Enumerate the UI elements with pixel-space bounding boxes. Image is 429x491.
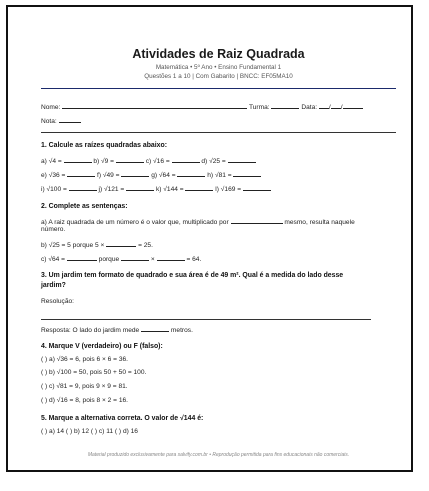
- q1-item-j: j) √121 =: [98, 186, 125, 193]
- worksheet-page: [6, 5, 413, 472]
- q2-item-c: [41, 254, 201, 263]
- q2-c-blank-1[interactable]: [67, 254, 97, 261]
- q1-blank-a[interactable]: [64, 156, 92, 163]
- info-divider: [41, 132, 396, 133]
- q1-item-d: d) √25 =: [201, 158, 226, 165]
- q2-item-a-cont: número.: [41, 226, 66, 233]
- q1-item-e: e) √36 =: [41, 172, 66, 179]
- q1-item-c: c) √16 =: [145, 158, 170, 165]
- q2-c-blank-2[interactable]: [121, 254, 149, 261]
- page-subtitle: Matemática • 5º Ano • Ensino Fundamental 1: [155, 64, 282, 71]
- date-slash-1: /: [328, 104, 331, 111]
- grade-blank[interactable]: [59, 116, 81, 123]
- q1-blank-b[interactable]: [116, 156, 144, 163]
- q1-row-2: [41, 170, 261, 179]
- q1-row-1: [41, 156, 256, 165]
- student-info-row: [41, 102, 363, 111]
- q1-blank-i[interactable]: [69, 184, 97, 191]
- q1-blank-l[interactable]: [243, 184, 271, 191]
- q1-item-l: l) √169 =: [215, 186, 242, 193]
- q1-item-f: f) √49 =: [97, 172, 120, 179]
- date-day-blank[interactable]: [319, 102, 329, 109]
- name-blank[interactable]: [62, 102, 247, 109]
- q2-item-a: [41, 217, 355, 226]
- grade-label: Nota:: [41, 118, 57, 125]
- q1-item-h: h) √81 =: [207, 172, 232, 179]
- q1-item-i: i) √100 =: [41, 186, 67, 193]
- q1-blank-g[interactable]: [177, 170, 205, 177]
- class-label: Turma:: [248, 104, 270, 111]
- date-slash-2: /: [340, 104, 343, 111]
- q2-c-text-1: c) √64 =: [41, 256, 65, 263]
- q3-answer-text-1: Resposta: O lado do jardim mede: [41, 327, 140, 334]
- q2-b-text-2: = 25.: [138, 242, 153, 249]
- q3-title-line-1: 3. Um jardim tem formato de quadrado e sua área é de 49 m². Qual é a medida do lado desse: [41, 272, 344, 279]
- header-divider: [41, 88, 396, 89]
- q1-blank-f[interactable]: [121, 170, 149, 177]
- date-label: Data:: [301, 104, 318, 111]
- q1-blank-k[interactable]: [185, 184, 213, 191]
- q3-resolution-label: Resolução:: [41, 298, 74, 305]
- q4-item-a[interactable]: ( ) a) √36 = 6, pois 6 × 6 = 36.: [41, 356, 129, 363]
- q4-item-d[interactable]: ( ) d) √16 = 8, pois 8 × 2 = 16.: [41, 397, 129, 404]
- q4-item-c[interactable]: ( ) c) √81 = 9, pois 9 × 9 = 81.: [41, 383, 128, 390]
- q4-title: 4. Marque V (verdadeiro) ou F (falso):: [41, 343, 163, 350]
- q1-item-g: g) √64 =: [151, 172, 176, 179]
- q5-title: 5. Marque a alternativa correta. O valor de √144 é:: [41, 415, 204, 422]
- q3-answer-blank[interactable]: [141, 325, 169, 332]
- name-label: Nome:: [41, 104, 61, 111]
- date-year-blank[interactable]: [340, 102, 363, 111]
- page-meta: Questões 1 a 10 | Com Gabarito | BNCC: EF05MA10: [144, 73, 293, 80]
- q2-c-blank-3[interactable]: [157, 254, 185, 261]
- q1-blank-c[interactable]: [172, 156, 200, 163]
- date-month-blank[interactable]: [328, 102, 341, 111]
- q3-answer-text-2: metros.: [170, 327, 193, 334]
- q2-c-text-4: = 64.: [186, 256, 202, 263]
- q2-a-text-1: a) A raiz quadrada de um número é o valor que, multiplicado por: [41, 219, 229, 226]
- grade-row: [41, 116, 81, 125]
- q1-blank-e[interactable]: [67, 170, 95, 177]
- q1-item-b: b) √9 =: [93, 158, 115, 165]
- q1-row-3: [41, 184, 271, 193]
- q3-title-line-2: jardim?: [41, 282, 66, 289]
- q4-item-b[interactable]: ( ) b) √100 = 50, pois 50 + 50 = 100.: [41, 369, 147, 376]
- q1-item-a: a) √4 =: [41, 158, 62, 165]
- q1-blank-j[interactable]: [126, 184, 154, 191]
- q2-c-text-3: ×: [150, 256, 155, 263]
- page-footer: Material produzido exclusivamente para salvify.com.br • Reprodução permitida para fins educacionais não comerciais.: [87, 452, 350, 458]
- q2-a-text-2: mesmo, resulta naquele: [284, 219, 355, 226]
- q3-answer: [41, 325, 193, 334]
- q2-b-blank[interactable]: [106, 240, 136, 247]
- q1-blank-h[interactable]: [233, 170, 261, 177]
- q2-title: 2. Complete as sentenças:: [41, 203, 128, 210]
- q1-item-k: k) √144 =: [155, 186, 184, 193]
- q2-b-text-1: b) √25 = 5 porque 5 ×: [41, 242, 105, 249]
- q2-item-b: [41, 240, 153, 249]
- q5-options[interactable]: ( ) a) 14 ( ) b) 12 ( ) c) 11 ( ) d) 16: [41, 428, 138, 435]
- class-blank[interactable]: [271, 102, 299, 109]
- q3-resolution-line[interactable]: [41, 319, 371, 320]
- q1-title: 1. Calcule as raízes quadradas abaixo:: [41, 142, 168, 149]
- q2-c-text-2: porque: [98, 256, 120, 263]
- q2-a-blank[interactable]: [231, 217, 283, 224]
- page-title: Atividades de Raiz Quadrada: [132, 47, 305, 61]
- q1-blank-d[interactable]: [228, 156, 256, 163]
